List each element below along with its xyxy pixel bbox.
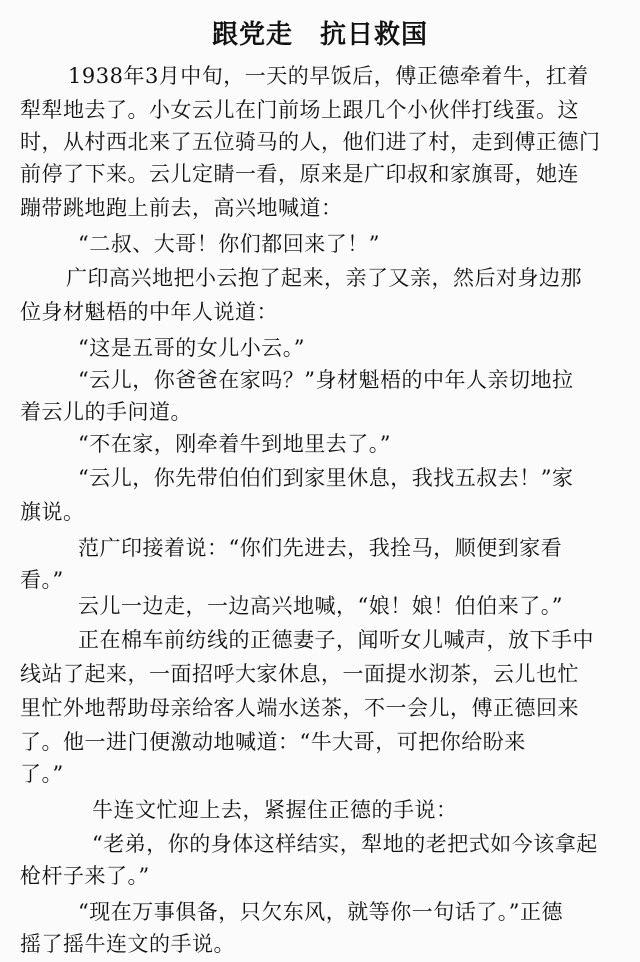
text-line: “云儿，你爸爸在家吗？”身材魁梧的中年人亲切地拉 [78,368,574,392]
text-line: 着云儿的手问道。 [20,400,192,424]
text-line: 枪杆子来了。” [20,864,150,888]
text-line: 1938年3月中旬，一天的早饭后，傅正德牵着牛，扛着 [68,64,589,88]
text-line: 犁犁地去了。小女云儿在门前场上跟几个小伙伴打线蛋。这 [20,98,579,122]
text-line: 牛连文忙迎上去，紧握住正德的手说： [92,798,458,822]
text-line: 蹦带跳地跑上前去，高兴地喊道： [20,196,343,220]
text-line: 时，从村西北来了五位骑马的人，他们进了村，走到傅正德门 [20,130,601,154]
text-line: 线站了起来，一面招呼大家休息，一面提水沏茶，云儿也忙 [20,662,579,686]
text-line: “现在万事俱备，只欠东风，就等你一句话了。”正德 [78,900,563,924]
text-line: “老弟，你的身体这样结实，犁地的老把式如今该拿起 [92,832,598,856]
text-line: “这是五哥的女儿小云。” [78,336,305,360]
text-line: 正在棉车前纺线的正德妻子，闻听女儿喊声，放下手中 [78,628,594,652]
text-line: 前停了下来。云儿定睛一看，原来是广印叔和家旗哥，她连 [20,162,579,186]
text-line: 云儿一边走，一边高兴地喊，“娘！娘！伯伯来了。” [78,594,563,618]
text-line: “不在家，刚牵着牛到地里去了。” [78,432,391,456]
document-title: 跟党走 抗日救国 [211,20,428,50]
text-line: 旗说。 [20,500,85,524]
text-line: 广印高兴地把小云抱了起来，亲了又亲，然后对身边那 [66,266,582,290]
text-line: “云儿，你先带伯伯们到家里休息，我找五叔去！”家 [78,466,574,490]
text-line: 了。” [20,762,64,786]
text-line: “二叔、大哥！你们都回来了！” [78,232,380,256]
text-line: 了。他一进门便激动地喊道：“牛大哥，可把你给盼来 [20,730,526,754]
text-line: 范广印接着说：“你们先进去，我拴马，顺便到家看 [78,536,563,560]
text-line: 摇了摇牛连文的手说。 [20,932,235,956]
text-line: 里忙外地帮助母亲给客人端水送茶，不一会儿，傅正德回来 [20,696,579,720]
text-line: 看。” [20,568,64,592]
text-line: 位身材魁梧的中年人说道： [20,300,278,324]
